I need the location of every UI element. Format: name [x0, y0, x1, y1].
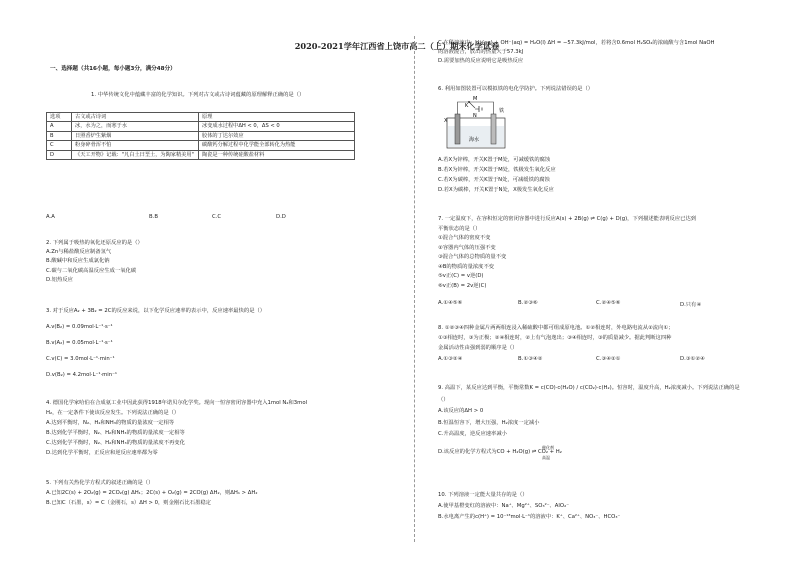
question-5-continued — [438, 39, 714, 66]
option-c[interactable]: C.在稀溶液中：H⁺(aq) + OH⁻(aq) = H₂O(l) ΔH = −57.3kJ/mol，若将含0.6mol H₂SO₄的浓硫酸与含1mol NaOH — [438, 40, 715, 46]
table-cell: A — [47, 122, 72, 131]
table-header-cell: 选项 — [47, 113, 72, 122]
section-heading: 一、选择题（共16小题，每小题3分，满分48分） — [50, 66, 176, 72]
question-7-stem: 7. 一定温度下，在容积恒定的密闭容器中进行反应A(s) + 2B(g) ⇌ C(g) + D(g)，下列描述能表明反应已达到 — [438, 216, 697, 222]
option-a[interactable]: A.达到平衡时，N₂、H₂和NH₃的物质的量浓度一定相等 — [46, 420, 175, 426]
option-d[interactable]: D.v(B₂) = 4.2mol·L⁻¹·min⁻¹ — [46, 372, 118, 378]
option-b[interactable]: B.v(A₂) = 0.05mol·L⁻¹·s⁻¹ — [46, 340, 113, 346]
electrode-iron — [491, 114, 496, 144]
table-cell: D — [47, 150, 72, 159]
question-4-stem-cont: H₂，在一定条件下使该反应发生。下列说法正确的是（） — [46, 410, 180, 416]
label-m: M — [473, 96, 478, 102]
table-header-row — [47, 113, 355, 122]
option-b[interactable]: B.恒温恒容下，增大压强，H₂浓度一定减小 — [438, 419, 540, 426]
option-d[interactable]: D.铝热反应 — [46, 276, 73, 283]
label-seawater: 海水 — [469, 137, 480, 143]
question-8-stem: 8. ①②③④四种金属片两两相连浸入稀硫酸中都可组成原电池。①②相连时，外电路电流从②流向①； — [438, 325, 674, 331]
table-cell: 胶体的丁达尔效应 — [199, 131, 355, 140]
label-iron: 铁 — [499, 108, 505, 114]
question-8 — [438, 323, 673, 353]
question-4 — [46, 398, 307, 458]
question-1-stem: 1. 中华传统文化中蕴藏丰富的化学知识。下列对古文或古诗词蕴藏的原理解释正确的是（） — [91, 92, 305, 98]
statement-3: ③混合气体的总物质的量不变 — [438, 254, 507, 260]
choice-a[interactable]: A.①④⑤⑥ — [438, 300, 463, 306]
column-divider — [414, 36, 415, 542]
question-9-stem: 9. 高温下，某反应达到平衡，平衡常数K = c(CO)·c(H₂O) / c(CO₂)·c(H₂)。恒容时，温度升高，H₂浓度减小。下列说法正确的是 — [438, 385, 740, 391]
option-d-text: D.该反应的化学方程式为CO + H₂O(g) ⇌ CO₂ + H₂ — [438, 448, 562, 455]
option-d[interactable] — [438, 444, 740, 460]
choice-a[interactable]: A.A — [46, 214, 55, 220]
statement-5: ⑤v正(C) = v逆(D) — [438, 273, 484, 279]
statement-1: ①混合气体的密度不变 — [438, 235, 491, 241]
option-b[interactable]: B.酸碱中和反应生成氯化钠 — [46, 258, 110, 265]
electrode-x — [455, 114, 460, 144]
option-b[interactable]: B.若X为锌棒，开关K置于M处，铁极发生氧化反应 — [438, 167, 556, 173]
choice-b[interactable]: B.①③④② — [518, 356, 543, 362]
question-10 — [438, 490, 620, 523]
option-d[interactable]: D.需要加热的反应说明它是吸热反应 — [438, 58, 524, 64]
question-7 — [438, 215, 696, 291]
option-a[interactable]: A.已知2C(s) + 2O₂(g) = 2CO₂(g) ΔH₁；2C(s) + O₂(g) = 2CO(g) ΔH₂，则ΔH₁ > ΔH₂ — [46, 490, 258, 496]
question-4-stem: 4. 德国化学家哈伯在合成氨工业中因此获得1918年诺贝尔化学奖。现向一恒容密闭容器中充入1mol N₂和3mol — [46, 400, 308, 406]
table-cell: C — [47, 141, 72, 150]
table-row — [47, 141, 355, 150]
question-8-stem-cont: 金属活动性由强到弱的顺序是（） — [438, 345, 518, 351]
option-c-cont: 的溶液混合，放出的热量大于57.3kJ — [438, 49, 524, 55]
choice-c[interactable]: C.③④②① — [596, 356, 621, 362]
table-row — [47, 150, 355, 159]
option-a[interactable]: A.该反应的ΔH > 0 — [438, 408, 484, 414]
question-9-stem-cont: （） — [438, 396, 449, 403]
table-cell: B — [47, 131, 72, 140]
catalyst-label: 催化剂 — [542, 444, 554, 450]
option-d[interactable]: D.若X为碳棒，开关K置于N处，X极发生氧化反应 — [438, 187, 554, 193]
table-cell: 冰变成水过程中ΔH < 0，ΔS < 0 — [199, 122, 355, 131]
choice-a[interactable]: A.①③②④ — [438, 356, 463, 362]
statement-6: ⑥v正(B) = 2v逆(C) — [438, 282, 487, 289]
table-cell: 碳酸钙分解过程中化学能全部转化为热能 — [199, 141, 355, 150]
option-a[interactable]: A.Zn与稀盐酸反应制备氢气 — [46, 249, 112, 256]
choice-c[interactable]: C.C — [212, 214, 222, 220]
switch-pivot — [468, 101, 470, 103]
question-1-table — [46, 112, 355, 160]
statement-4: ④B的物质的量浓度不变 — [438, 263, 495, 270]
table-cell: 日照香炉生紫烟 — [72, 131, 199, 140]
option-a[interactable]: A.v(B₂) = 0.09mol·L⁻¹·s⁻¹ — [46, 324, 113, 330]
option-c[interactable]: C.若X为碳棒，开关K置于N处，可减缓铁的腐蚀 — [438, 177, 550, 183]
table-header-cell: 原理 — [199, 113, 355, 122]
table-cell: 陶瓷是一种传统硅酸盐材料 — [199, 150, 355, 159]
choice-b[interactable]: B.②③⑥ — [518, 300, 538, 306]
question-3-stem: 3. 对于反应A₂ + 3B₂ = 2C的反应来说，以下化学反应速率的表示中，反应速率最快的是（） — [46, 308, 266, 314]
option-c[interactable]: C.v(C) = 3.0mol·L⁻¹·min⁻¹ — [46, 356, 115, 362]
option-c[interactable]: C.碳与二氧化碳高温反应生成一氧化碳 — [46, 267, 137, 274]
table-row — [47, 122, 355, 131]
option-c[interactable]: C.达到化学平衡时，N₂、H₂和NH₃的物质的量浓度不再变化 — [46, 440, 185, 446]
question-9 — [438, 383, 740, 458]
question-2-stem: 2. 下列属于吸热的氧化还原反应的是（） — [46, 240, 143, 246]
option-d[interactable]: D.达到化学平衡时，正反应和逆反应速率都为零 — [46, 450, 158, 456]
label-x: X — [444, 118, 448, 124]
choice-d[interactable]: D.D — [276, 214, 286, 220]
table-cell: 粉身碎骨浑不怕 — [72, 141, 199, 150]
option-a[interactable]: A.使甲基橙变红的溶液中：Na⁺、Mg²⁺、SO₃²⁻、AlO₂⁻ — [438, 503, 569, 509]
table-cell: 《天工开物》记载："凡白土曰垩土，为陶家精美用" — [72, 150, 199, 159]
label-k: K — [465, 103, 469, 109]
table-header-cell: 古文或古诗词 — [72, 113, 199, 122]
option-b[interactable]: B.已知C（石墨，s）= C（金刚石，s）ΔH > 0，则金刚石比石墨稳定 — [46, 500, 211, 506]
question-5 — [46, 478, 257, 508]
question-6-options — [438, 155, 556, 195]
page-title: 2020-2021学年江西省上饶市高二（上）期末化学试卷 — [294, 41, 500, 51]
label-n: N — [473, 113, 477, 119]
question-6-stem: 6. 利用如图装置可以模拟铁的电化学防护。下列说法错误的是（） — [438, 86, 594, 92]
statement-2: ②容器内气体的压强不变 — [438, 244, 496, 251]
question-5-stem: 5. 下列有关热化学方程式的叙述正确的是（） — [46, 480, 154, 486]
choice-c[interactable]: C.②④⑤⑥ — [596, 300, 621, 306]
choice-b[interactable]: B.B — [149, 214, 158, 220]
option-a[interactable]: A.若X为锌棒，开关K置于M处，可减缓铁的腐蚀 — [438, 157, 551, 163]
question-8-stem-cont: ①③相连时，③为正极；②④相连时，②上有气泡逸出；③④相连时，③的质量减少。据此判断这四种 — [438, 335, 672, 341]
choice-d[interactable]: D.只有④ — [680, 302, 702, 308]
heat-label: 高温 — [542, 454, 550, 460]
question-7-stem-cont: 平衡状态的是（） — [438, 225, 481, 232]
choice-d[interactable]: D.③①②④ — [680, 356, 705, 362]
question-2 — [46, 239, 143, 285]
option-b[interactable]: B.水电离产生的c(H⁺) = 10⁻¹³mol·L⁻¹的溶液中：K⁺、Ca²⁺、NO₃⁻、HCO₃⁻ — [438, 514, 621, 520]
table-cell: 冰，水为之，而寒于水 — [72, 122, 199, 131]
table-row — [47, 131, 355, 140]
option-c[interactable]: C.升高温度，逆反应速率减小 — [438, 431, 507, 437]
electrochem-apparatus-diagram — [443, 96, 543, 152]
switch-k — [469, 102, 475, 108]
question-10-stem: 10. 下列溶液一定能大量共存的是（） — [438, 492, 528, 498]
option-b[interactable]: B.达到化学平衡时，N₂、H₂和NH₃的物质的量浓度一定相等 — [46, 430, 185, 436]
question-3 — [46, 303, 265, 383]
